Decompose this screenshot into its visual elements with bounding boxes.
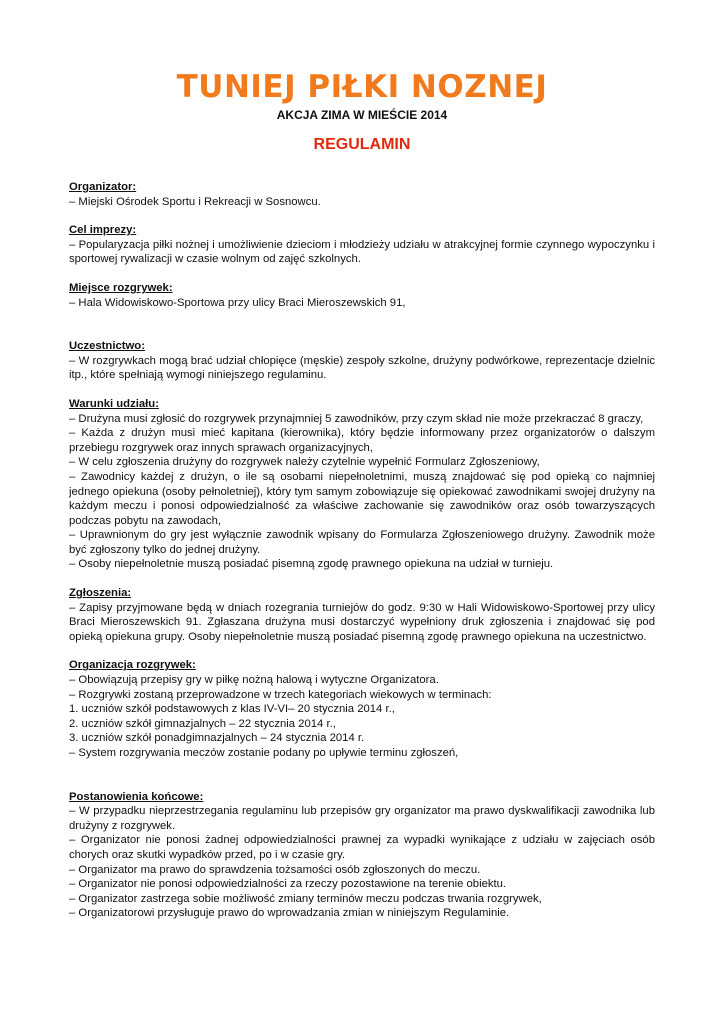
- section-warunki: [69, 397, 655, 572]
- section-heading: Zgłoszenia:: [69, 587, 132, 600]
- section-line: – Zawodnicy każdej z drużyn, o ile są osobami niepełnoletnimi, muszą znajdować się pod opieką co najmniej jednego opiekuna (osoby pełnoletniej), który tym samym zobowiązuje się opiekować zawodnikami swojej drużyny na każdym meczu i ponosi odpowiedzialność za właściwe zachowanie się zawodników oraz osób towarzyszących podczas pobytu na zawodach,: [69, 470, 655, 527]
- section-line: – Organizator nie ponosi odpowiedzialności za rzeczy pozostawione na terenie obiektu.: [69, 878, 507, 891]
- section-heading: Cel imprezy:: [69, 224, 137, 237]
- section-organizacja: [69, 658, 655, 760]
- section-line: – Organizator zastrzega sobie możliwość zmiany terminów meczu podczas trwania rozgrywek,: [69, 892, 542, 905]
- section-line: 1. uczniów szkół podstawowych z klas IV-VI– 20 stycznia 2014 r.,: [69, 703, 395, 716]
- section-heading: Warunki udziału:: [69, 397, 159, 410]
- section-line: – W przypadku nieprzestrzegania regulaminu lub przepisów gry organizator ma prawo dyskwalifikacji zawodnika lub drużyny z rozgrywek.: [69, 805, 655, 832]
- document-title: TUNIEJ PIŁKI NOZNEJ: [176, 69, 548, 105]
- section-line: – Organizatorowi przysługuje prawo do wprowadzania zmian w niniejszym Regulaminie.: [69, 907, 510, 920]
- section-line: – Osoby niepełnoletnie muszą posiadać pisemną zgodę prawnego opiekuna na udział w turnieju.: [69, 558, 554, 571]
- section-line: – W rozgrywkach mogą brać udział chłopięce (męskie) zespoły szkolne, drużyny podwórkowe, reprezentacje dzielnic itp., które spełniają wymogi niniejszego regulaminu.: [69, 354, 655, 382]
- section-line: – Uprawnionym do gry jest wyłącznie zawodnik wpisany do Formularza Zgłoszeniowego drużyny. Zawodnik może być zgłoszony tylko do jednej drużyny.: [69, 529, 655, 556]
- section-heading: Postanowienia końcowe:: [69, 790, 204, 803]
- section-line: 2. uczniów szkół gimnazjalnych – 22 stycznia 2014 r.,: [69, 717, 336, 730]
- document-subtitle: AKCJA ZIMA W MIEŚCIE 2014: [276, 108, 448, 122]
- section-line: – Drużyna musi zgłosić do rozgrywek przynajmniej 5 zawodników, przy czym skład nie może przekraczać 8 graczy,: [69, 412, 644, 425]
- section-zgloszenia: [69, 586, 655, 644]
- section-line: 3. uczniów szkół ponadgimnazjalnych – 24 stycznia 2014 r.: [69, 732, 365, 745]
- section-cel: [69, 223, 655, 267]
- section-line: – Każda z drużyn musi mieć kapitana (kierownika), który będzie informowany przez organizatorów o dalszym przebiegu rozgrywek oraz innych sprawach organizacyjnych,: [69, 427, 655, 454]
- section-line: – W celu zgłoszenia drużyny do rozgrywek należy czytelnie wypełnić Formularz Zgłoszeniowy,: [69, 456, 540, 469]
- section-line: – Popularyzacja piłki nożnej i umożliwienie dzieciom i młodzieży udziału w atrakcyjnej formie czynnego wypoczynku i sportowej rywalizacji w czasie wolnym od zajęć szkolnych.: [69, 238, 655, 266]
- section-line: – Obowiązują przepisy gry w piłkę nożną halową i wytyczne Organizatora.: [69, 674, 439, 687]
- section-line: – Rozgrywki zostaną przeprowadzone w trzech kategoriach wiekowych w terminach:: [69, 688, 492, 701]
- section-uczestnictwo: [69, 339, 655, 383]
- section-line: – System rozgrywania meczów zostanie podany po upływie terminu zgłoszeń,: [69, 747, 459, 759]
- section-line: – Zapisy przyjmowane będą w dniach rozegrania turniejów do godz. 9:30 w Hali Widowiskowo-Sportowej przy ulicy Braci Mieroszewskich 91. Zgłaszana drużyna musi dostarczyć wypełniony druk zgłoszenia i znajdować się pod opieką opiekuna grupy. Osoby niepełnoletnie muszą posiadać pisemną zgodę prawnego opiekuna na uczestnictwo.: [69, 601, 655, 643]
- section-heading: Organizator:: [69, 181, 137, 193]
- section-line: – Organizator nie ponosi żadnej odpowiedzialności prawnej za wypadki wynikające z udziału w zajęciach osób chorych oraz skutki wypadków przed, po i w czasie gry.: [69, 834, 655, 861]
- section-line: – Organizator ma prawo do sprawdzenia tożsamości osób zgłoszonych do meczu.: [69, 863, 481, 876]
- section-line: – Miejski Ośrodek Sportu i Rekreacji w Sosnowcu.: [69, 195, 321, 208]
- section-heading: Uczestnictwo:: [69, 340, 145, 353]
- section-organizator: [69, 180, 655, 209]
- section-heading: Miejsce rozgrywek:: [69, 281, 173, 294]
- section-miejsce: [69, 281, 655, 310]
- section-postanowienia: [69, 790, 655, 921]
- section-line: – Hala Widowiskowo-Sportowa przy ulicy Braci Mieroszewskich 91,: [69, 296, 406, 309]
- section-heading: Organizacja rozgrywek:: [69, 659, 196, 672]
- document-type-heading: REGULAMIN: [313, 136, 411, 153]
- regulation-body: [69, 180, 655, 921]
